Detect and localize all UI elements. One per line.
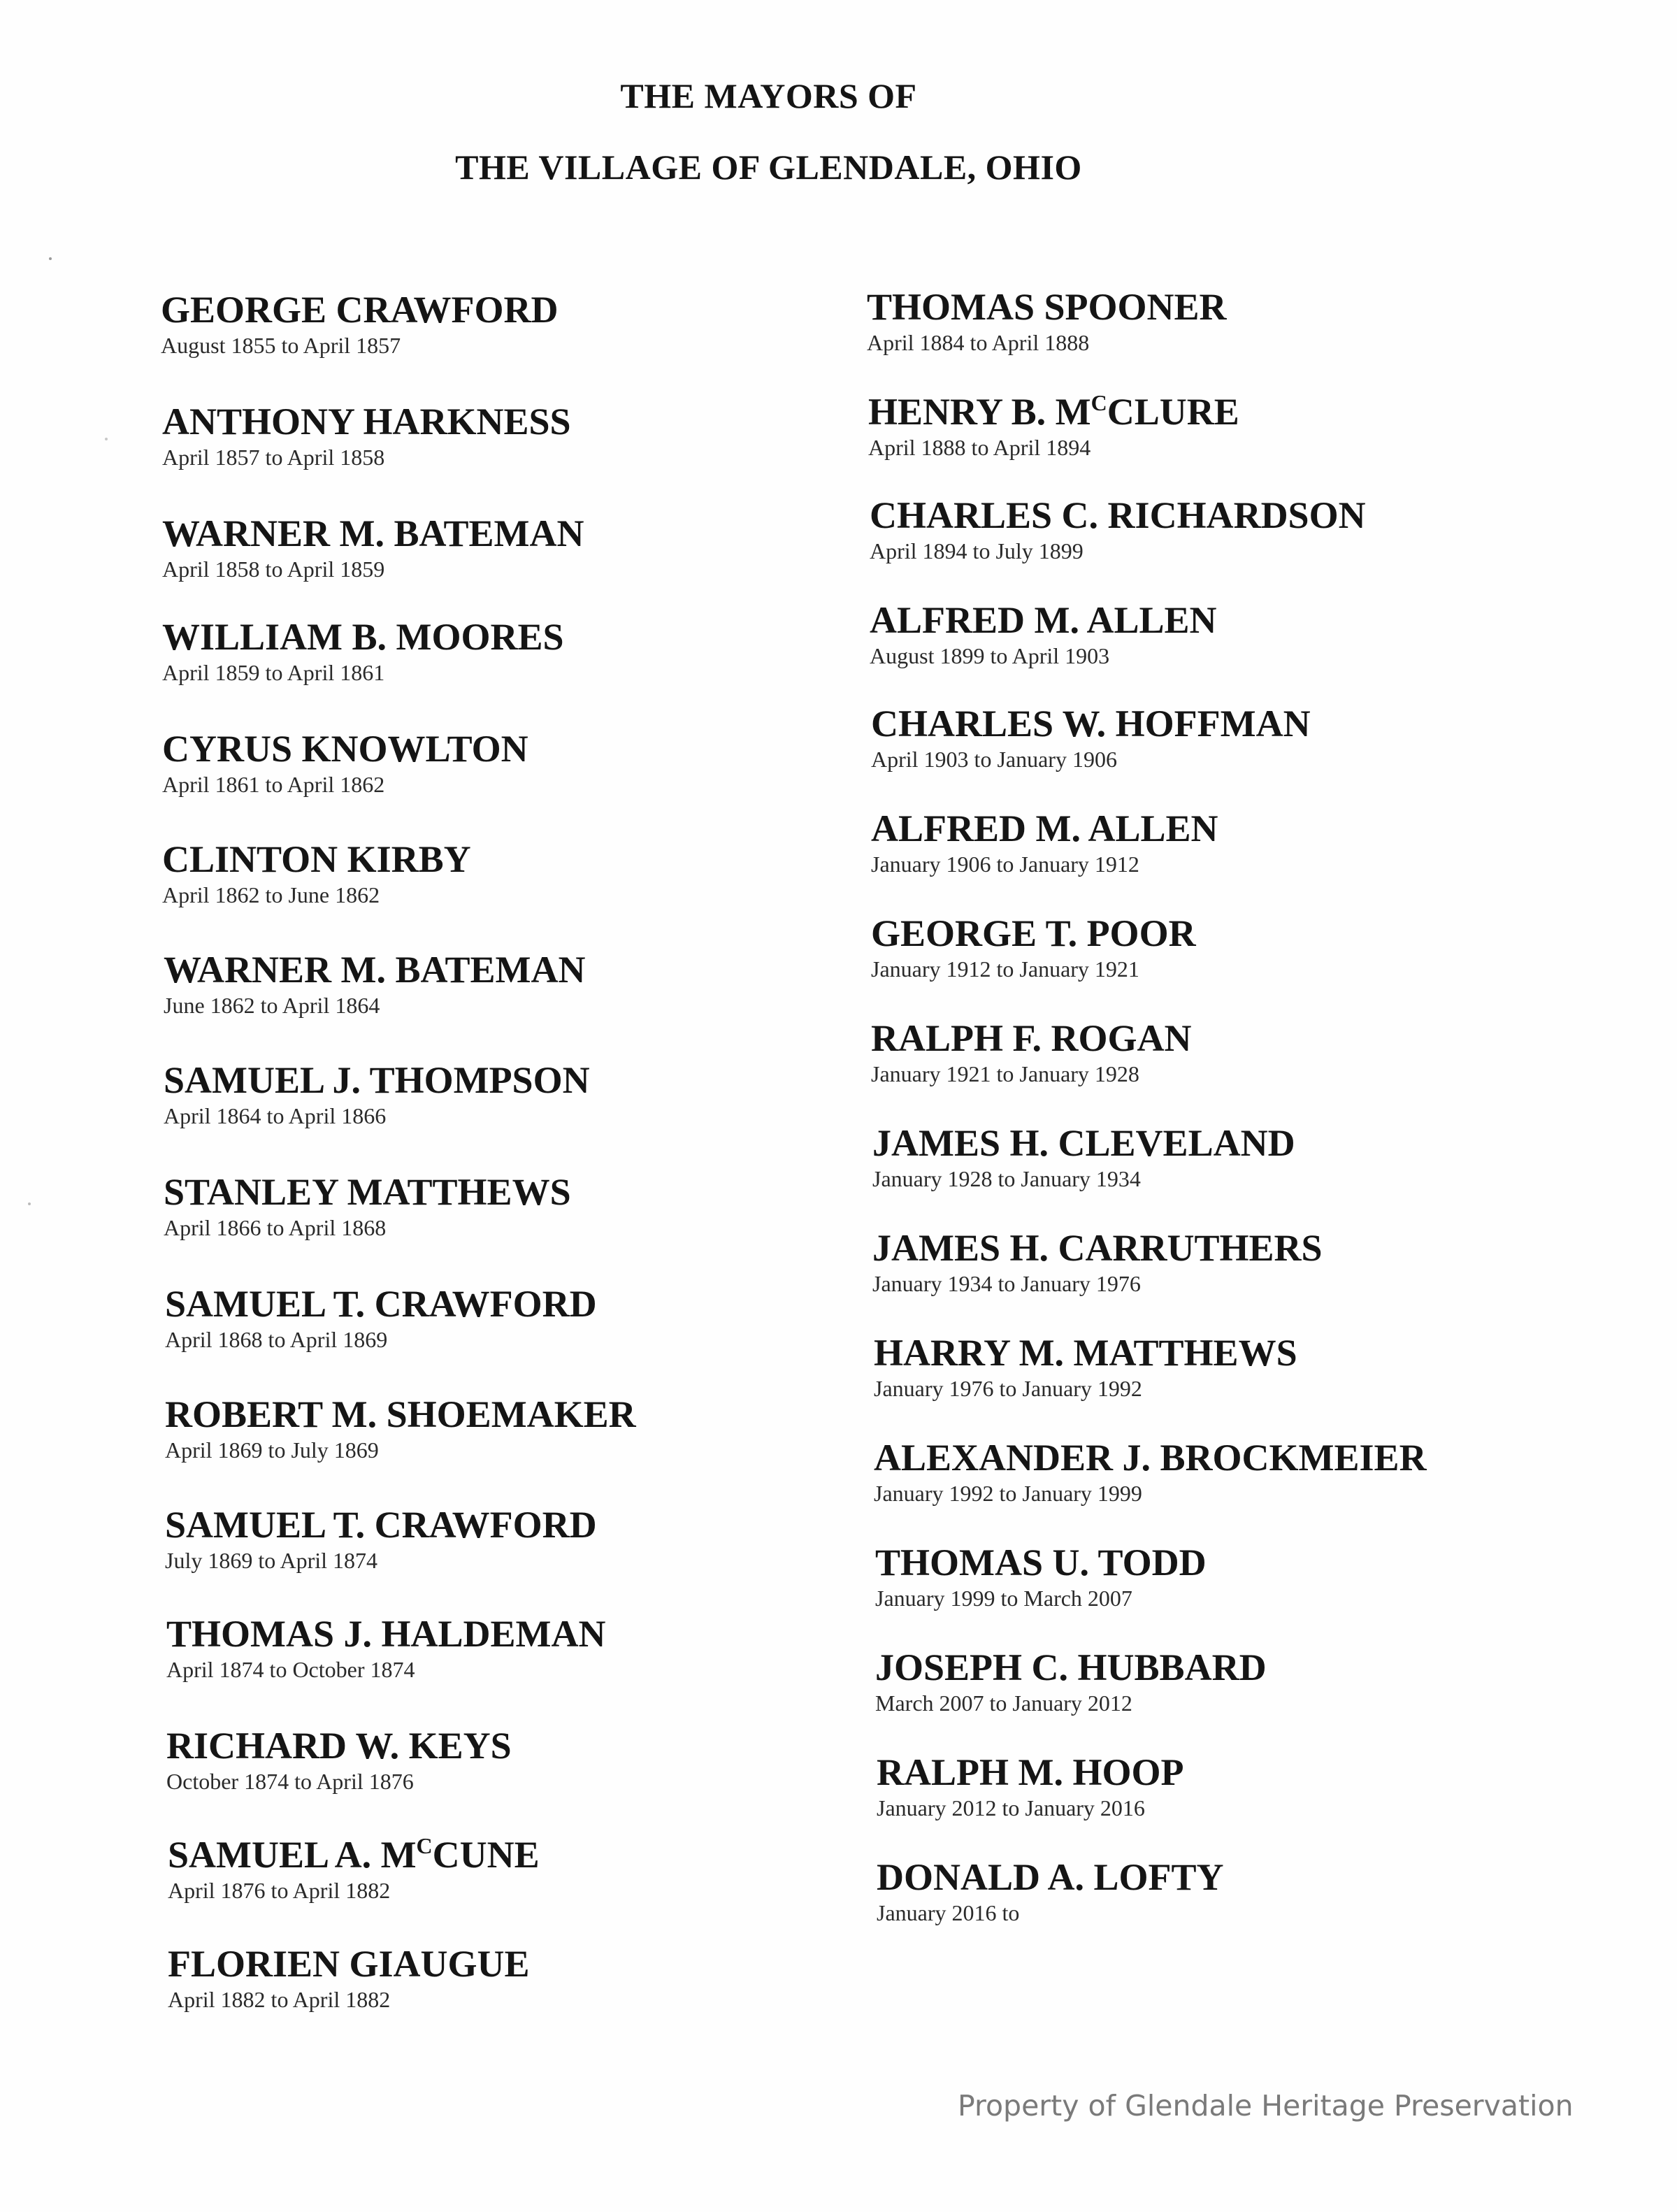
mayor-term: January 1921 to January 1928 — [871, 1061, 1139, 1086]
mayor-name: ROBERT M. SHOEMAKER — [165, 1393, 636, 1435]
mayor-name: ANTHONY HARKNESS — [162, 401, 571, 443]
mayor-term: January 1906 to January 1912 — [871, 852, 1139, 877]
mayor-name: STANLEY MATTHEWS — [164, 1171, 571, 1213]
mayor-name: SAMUEL T. CRAWFORD — [165, 1283, 597, 1325]
page-title-line-2: THE VILLAGE OF GLENDALE, OHIO — [455, 148, 1082, 187]
mayor-entry — [162, 838, 471, 909]
mayor-term: January 1912 to January 1921 — [871, 956, 1139, 982]
mayor-entry — [871, 1017, 1192, 1088]
mayor-term: April 1888 to April 1894 — [868, 435, 1091, 460]
mayor-entry — [875, 1646, 1267, 1717]
mayor-name: THOMAS U. TODD — [875, 1542, 1207, 1583]
mayor-entry — [165, 1393, 636, 1464]
mayor-term: April 1859 to April 1861 — [162, 660, 385, 685]
mayor-name: GEORGE CRAWFORD — [161, 289, 559, 331]
mayor-entry — [162, 512, 584, 583]
mayor-entry — [162, 615, 564, 687]
mayor-entry — [875, 1541, 1207, 1612]
mayor-term: April 1857 to April 1858 — [162, 445, 385, 470]
mayor-entry — [166, 1612, 606, 1683]
mayor-entry — [868, 390, 1239, 461]
mayor-entry — [874, 1436, 1427, 1507]
mayor-term: April 1903 to January 1906 — [871, 747, 1117, 772]
mayor-entry — [870, 494, 1366, 565]
mayor-name: HENRY B. $M^CCLURE$ — [868, 390, 1239, 433]
mayor-entry — [164, 1058, 590, 1130]
mayor-entry — [164, 1170, 571, 1242]
mayor-term: April 1864 to April 1866 — [164, 1103, 387, 1128]
mayor-term: April 1882 to April 1882 — [168, 1987, 391, 2012]
mayor-term: August 1855 to April 1857 — [161, 333, 401, 358]
mayor-entry — [870, 598, 1217, 670]
mayor-name: JAMES H. CARRUTHERS — [872, 1227, 1323, 1269]
mayor-entry — [162, 400, 571, 471]
mayor-entry — [168, 1833, 540, 1904]
mayor-term: January 2016 to — [877, 1900, 1020, 1925]
scan-speck — [28, 1202, 31, 1205]
mayor-term: April 1861 to April 1862 — [162, 772, 385, 797]
mayor-term: April 1866 to April 1868 — [164, 1215, 387, 1240]
mayor-name: RALPH M. HOOP — [877, 1751, 1184, 1793]
mayor-term: January 1934 to January 1976 — [872, 1271, 1141, 1296]
mayor-entry — [867, 285, 1227, 357]
mayor-entry — [164, 948, 586, 1019]
mayor-name: SAMUEL A. $M^CCUNE$ — [168, 1833, 540, 1876]
mayor-name: CLINTON KIRBY — [162, 838, 471, 880]
mayor-term: July 1869 to April 1874 — [165, 1548, 378, 1573]
mayor-name: DONALD A. LOFTY — [877, 1856, 1224, 1898]
mayor-name: ALFRED M. ALLEN — [870, 599, 1217, 641]
mayor-term: April 1884 to April 1888 — [867, 330, 1090, 355]
mayor-term: March 2007 to January 2012 — [875, 1690, 1132, 1716]
mayor-term: June 1862 to April 1864 — [164, 993, 380, 1018]
scan-speck — [49, 257, 52, 260]
scan-speck — [105, 438, 108, 440]
mayor-term: January 1976 to January 1992 — [874, 1376, 1142, 1401]
mayor-name: JOSEPH C. HUBBARD — [875, 1646, 1267, 1688]
mayor-name: WARNER M. BATEMAN — [164, 949, 586, 991]
mayor-term: January 1992 to January 1999 — [874, 1481, 1142, 1506]
mayor-name: SAMUEL J. THOMPSON — [164, 1059, 590, 1101]
mayor-entry — [871, 807, 1218, 878]
mayor-name: HARRY M. MATTHEWS — [874, 1332, 1297, 1374]
mayor-term: August 1899 to April 1903 — [870, 643, 1110, 668]
mayor-name: RALPH F. ROGAN — [871, 1017, 1192, 1059]
mayor-term: April 1869 to July 1869 — [165, 1437, 379, 1463]
mayor-name: RICHARD W. KEYS — [166, 1725, 512, 1767]
mayor-name: JAMES H. CLEVELAND — [872, 1122, 1295, 1164]
mayor-entry — [871, 912, 1196, 983]
mayor-term: April 1862 to June 1862 — [162, 882, 380, 907]
mayor-term: January 1928 to January 1934 — [872, 1166, 1141, 1191]
mayor-name: FLORIEN GIAUGUE — [168, 1943, 530, 1985]
mayor-name: ALEXANDER J. BROCKMEIER — [874, 1437, 1427, 1479]
mayor-entry — [872, 1121, 1295, 1193]
mayor-entry — [166, 1724, 512, 1795]
mayor-entry — [872, 1226, 1323, 1298]
mayor-term: April 1876 to April 1882 — [168, 1878, 391, 1903]
mayor-name: THOMAS SPOONER — [867, 286, 1227, 328]
mayor-entry — [162, 727, 528, 798]
mayor-term: October 1874 to April 1876 — [166, 1769, 414, 1794]
mayor-entry — [877, 1855, 1224, 1927]
mayor-name: CHARLES W. HOFFMAN — [871, 703, 1311, 745]
mayor-name: GEORGE T. POOR — [871, 912, 1196, 954]
mayor-term: April 1894 to July 1899 — [870, 538, 1084, 563]
mayor-name: SAMUEL T. CRAWFORD — [165, 1504, 597, 1546]
mayor-term: April 1874 to October 1874 — [166, 1657, 415, 1682]
mayor-name: CHARLES C. RICHARDSON — [870, 494, 1366, 536]
watermark-text: Property of Glendale Heritage Preservation — [958, 2089, 1574, 2123]
mayor-entry — [871, 702, 1311, 773]
mayor-name: CYRUS KNOWLTON — [162, 728, 528, 770]
mayor-name: WILLIAM B. MOORES — [162, 616, 564, 658]
mayor-name: WARNER M. BATEMAN — [162, 512, 584, 554]
mayor-name: THOMAS J. HALDEMAN — [166, 1613, 606, 1655]
mayor-term: April 1868 to April 1869 — [165, 1327, 388, 1352]
mayor-entry — [168, 1942, 530, 2013]
mayor-entry — [161, 288, 559, 359]
mayor-term: January 1999 to March 2007 — [875, 1586, 1132, 1611]
mayor-term: April 1858 to April 1859 — [162, 556, 385, 582]
mayor-entry — [874, 1331, 1297, 1402]
page-title-line-1: THE MAYORS OF — [620, 76, 917, 115]
mayor-entry — [165, 1503, 597, 1574]
mayor-term: January 2012 to January 2016 — [877, 1795, 1145, 1820]
mayor-entry — [165, 1282, 597, 1353]
mayor-entry — [877, 1751, 1183, 1822]
mayor-name: ALFRED M. ALLEN — [871, 807, 1218, 849]
